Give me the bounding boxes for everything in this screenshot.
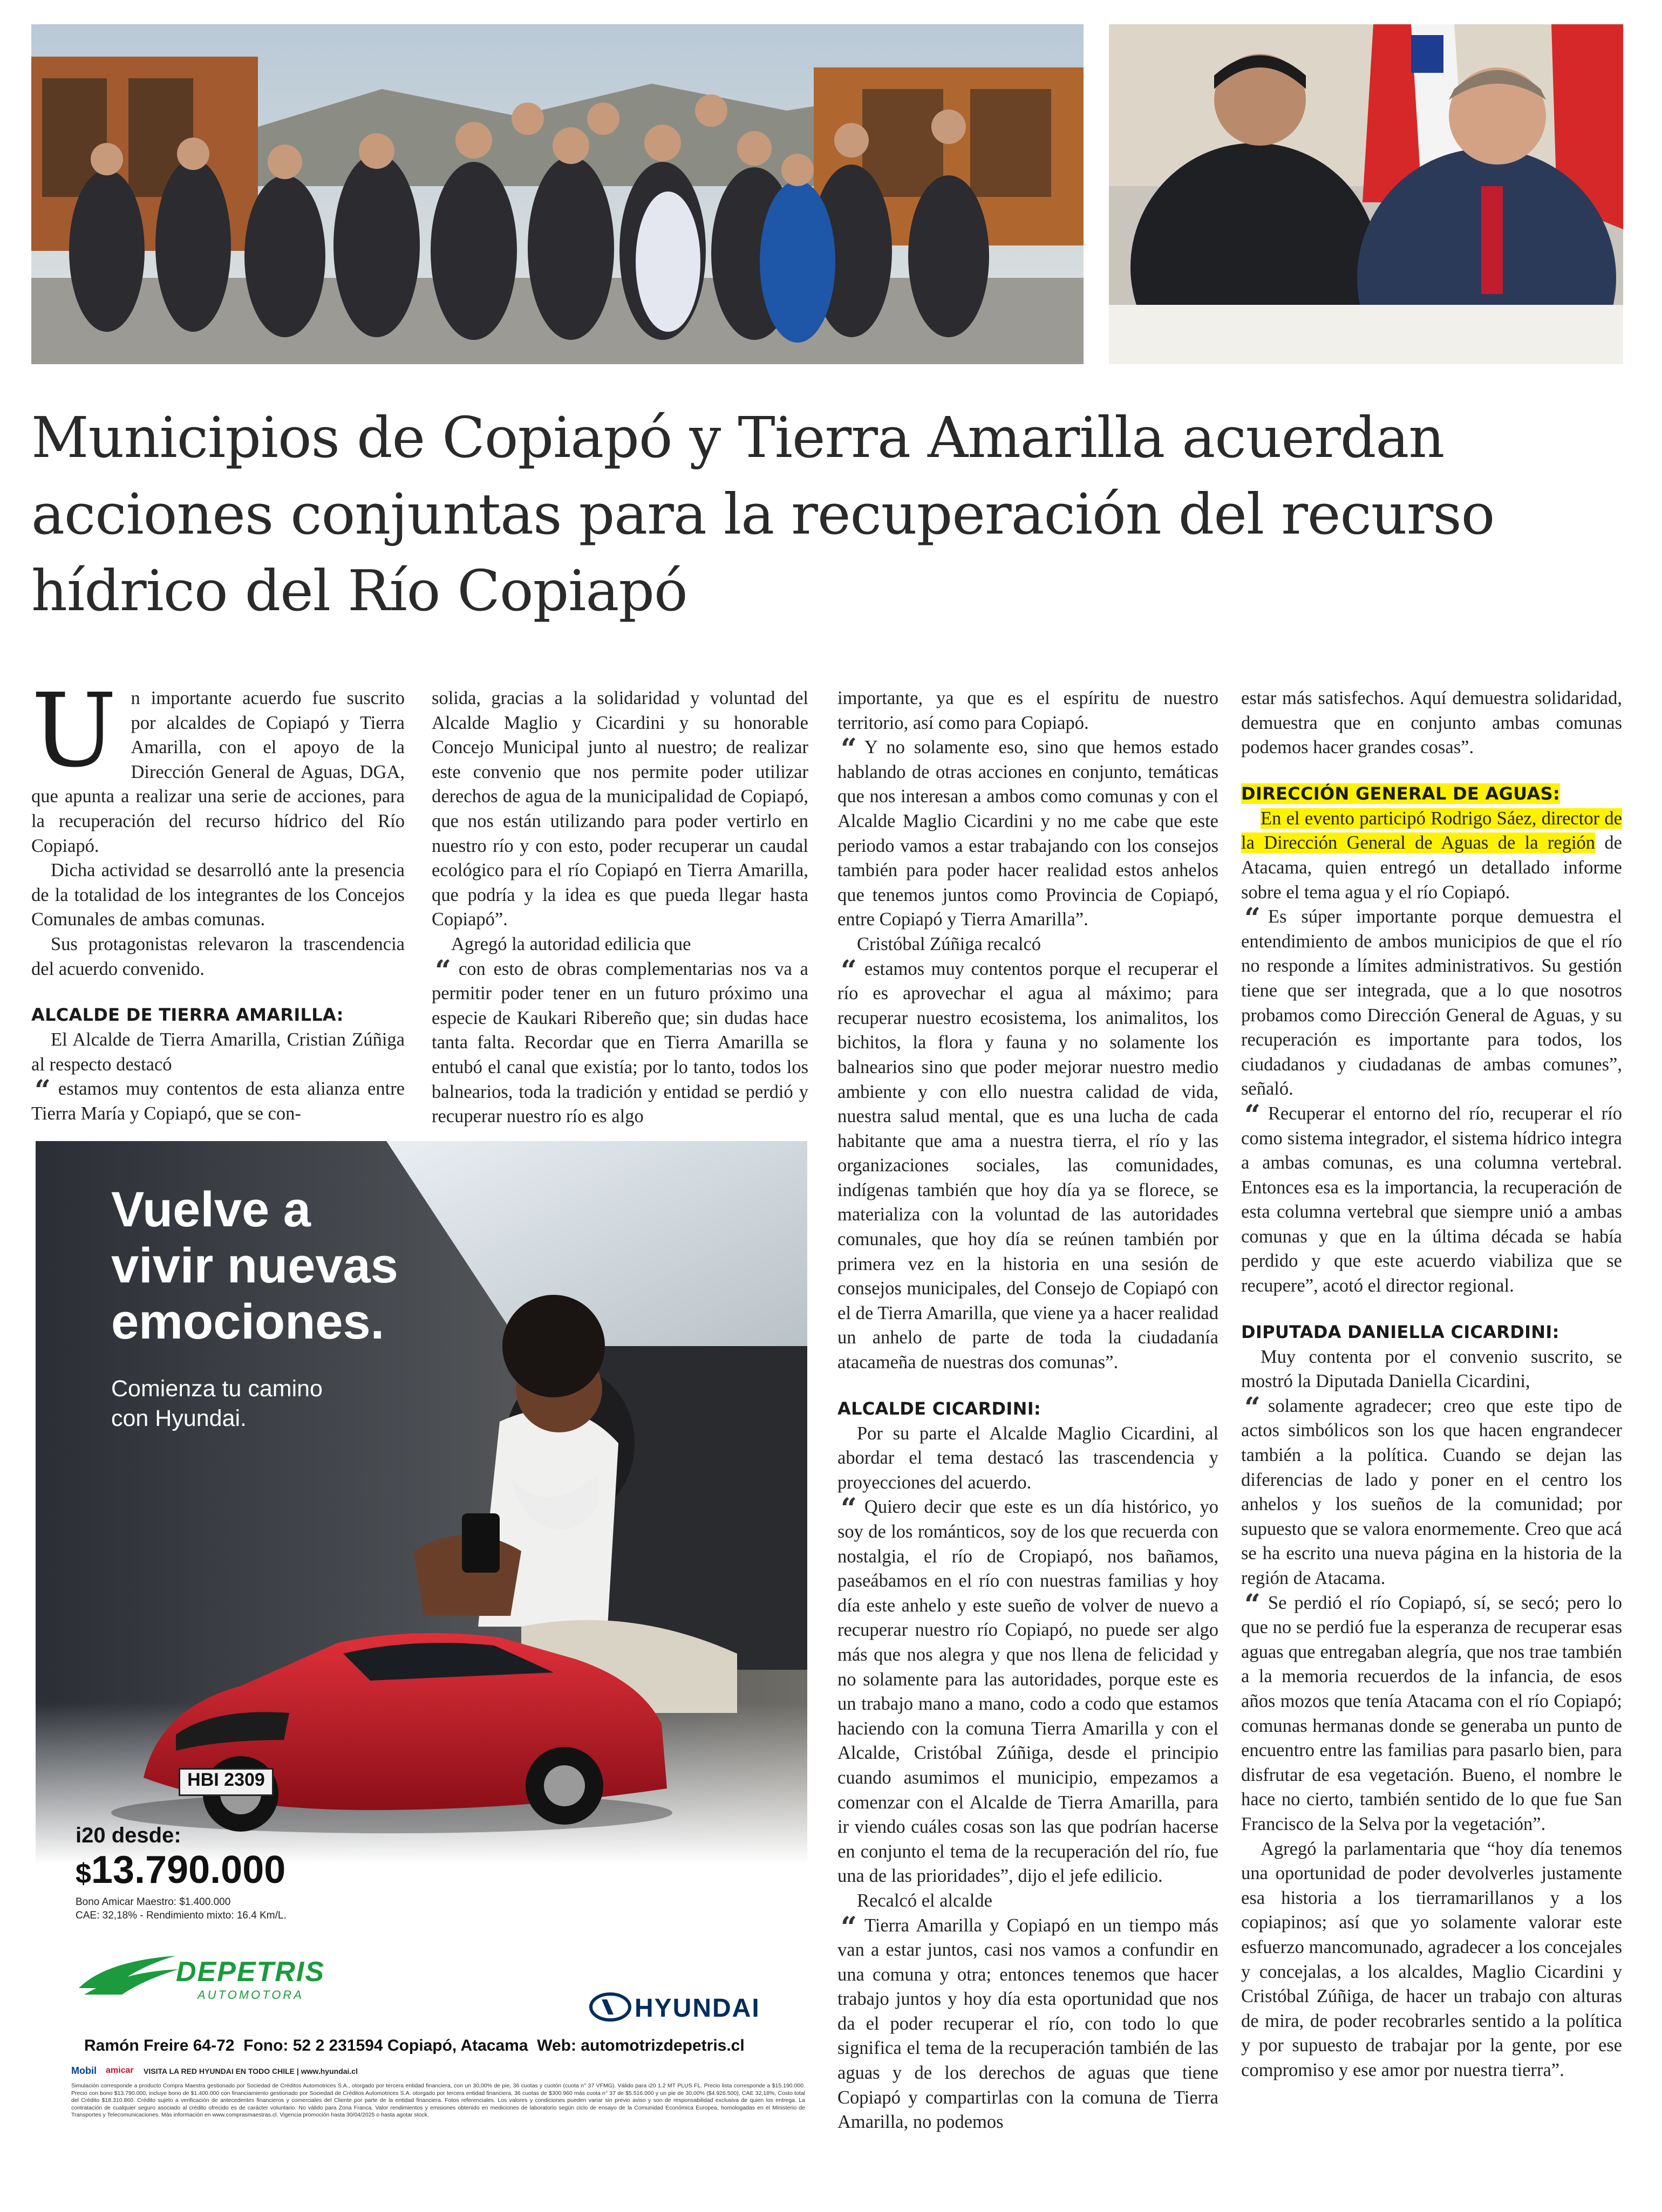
column-1 bbox=[31, 672, 405, 1127]
ad-headline-line: vivir nuevas bbox=[111, 1238, 398, 1293]
quote-mark-icon: “ bbox=[35, 1074, 51, 1108]
quote-mark-icon: “ bbox=[1244, 1588, 1261, 1621]
column-4 bbox=[1241, 686, 1622, 2083]
col3-quote: Quiero decir que este es un día histórico, yo soy de los románticos, soy de los que recuerda con nostalgia, el río de Cropiapó, nos bañamos, paseábamos en el río con nuestras familias y hoy día este anhelo y este sueño de volver de nuevo a recuperar nuestro río Copiapó, no puede ser algo más que nos alegra y que nos llena de felicidad y no solamente para las autoridades, porque este es un trabajo mano a mano, codo a codo que estamos haciendo con la comuna Tierra Amarilla y con el Alcalde, Cristóbal Zúñiga, desde el principio cuando asumimos el municipio, empezamos a comenzar con el Alcalde de Tierra Amarilla, para ir viendo cuáles cosas son las que podrían hacerse en conjunto el tema de la recuperación del río, fue una de las prioridades”, dijo el jefe edilicio. bbox=[837, 1497, 1218, 1887]
quote-mark-icon: “ bbox=[841, 1910, 857, 1944]
column-3 bbox=[837, 686, 1218, 2135]
ad-headline bbox=[111, 1182, 398, 1350]
dealer-name: DEPETRIS bbox=[176, 1956, 325, 1988]
ad-tagline bbox=[111, 1374, 323, 1433]
col3-quote: Tierra Amarilla y Copiapó en un tiempo más van a estar juntos, casi nos vamos a confundir en una comuna y otra; entonces tenemos que hacer trabajo juntos y hoy día esta oportunidad que nos da el poder recuperar el río, con todo lo que significa el tema de la recuperación también de las aguas y de los derechos de aguas que tiene Copiapó y compartirlas con la comuna de Tierra Amarilla, no podemos bbox=[837, 1915, 1218, 2133]
quote-mark-icon: “ bbox=[841, 954, 857, 987]
hyundai-advertisement bbox=[36, 1141, 807, 2158]
col3-paragraph: Cristóbal Zúñiga recalcó bbox=[857, 933, 1041, 954]
col4-quote: Se perdió el río Copiapó, sí, se secó; pero lo que no se perdió fue la esperanza de recuperar esas aguas que entregaban alegría, que nos trae también a la memoria recuerdos de la infancia, de esos años mozos que tenía Atacama con el río Copiapó; comunas hermanas donde se generaba un punto de encuentro entre las familias para pasarlo bien, para disfrutar de esa vegetación. Bueno, el nombre le hace no cierto, también sentido de lo que fue San Francisco de la Selva por la vegetación”. bbox=[1241, 1592, 1622, 1834]
col4-paragraph: Muy contenta por el convenio suscrito, se mostró la Diputada Daniella Cicardini, bbox=[1241, 1346, 1622, 1392]
col1-paragraph: n importante acuerdo fue suscrito por alcaldes de Copiapó y Tierra Amarilla, con el apoyo de la Dirección General de Aguas, DGA, que apunta a realizar una serie de acciones, para la recuperación del recurso hídrico del Río Copiapó. bbox=[31, 688, 405, 856]
col4-quote: Es súper importante porque demuestra el entendimiento de ambos municipios de que el río no responde a límites administrativos. Su gestión tiene que ser integrada, que a lo que nosotros probamos como Dirección General de Aguas, y su recuperación es importante para todos, los ciudadanos y ciudadanas de ambas comunes”, señaló. bbox=[1241, 906, 1622, 1100]
bono-text: Bono Amicar Maestro: $1.400.000 bbox=[76, 1896, 231, 1908]
col1-paragraph: Sus protagonistas relevaron la trascendencia del acuerdo convenido. bbox=[31, 933, 405, 979]
hyundai-logo-icon bbox=[589, 1992, 632, 2022]
ad-headline-line: Vuelve a bbox=[111, 1182, 311, 1237]
quote-mark-icon: “ bbox=[841, 1492, 857, 1526]
col4-highlighted-text: En el evento participó Rodrigo Sáez, director bbox=[1261, 808, 1605, 829]
price bbox=[76, 1848, 285, 1892]
visit-text: VISITA LA RED HYUNDAI EN TODO CHILE | www.hyundai.cl bbox=[144, 2067, 358, 2076]
dealer-subtitle: AUTOMOTORA bbox=[197, 1988, 304, 2002]
quote-mark-icon: “ bbox=[841, 733, 857, 766]
col1-quote: estamos muy contentos de esta alianza entre Tierra María y Copiapó, que se con- bbox=[31, 1078, 405, 1124]
license-plate-text: HBI 2309 bbox=[187, 1770, 265, 1790]
col3-paragraph: importante, ya que es el espíritu de nuestro territorio, así como para Copiapó. bbox=[837, 688, 1218, 733]
cae-text: CAE: 32,18% - Rendimiento mixto: 16.4 Km/L. bbox=[76, 1910, 287, 1921]
col4-quote: Recuperar el entorno del río, recuperar el río como sistema integrador, el sistema hídrico integra a ambas comunas, es una columna vertebral. Entonces esa es la importancia, la recuperación de esta columna vertebral que siempre unió a ambas comunas y que en la última década se había perdido y que este acuerdo viabiliza que se recupere”, acotó el director regional. bbox=[1241, 1103, 1622, 1296]
quote-mark-icon: “ bbox=[435, 954, 451, 987]
price-value: 13.790.000 bbox=[91, 1848, 286, 1892]
subhead-direccion-general-de-aguas: DIRECCIÓN GENERAL DE AGUAS: bbox=[1241, 783, 1560, 804]
subhead-diputada-cicardini: DIPUTADA DANIELLA CICARDINI: bbox=[1241, 1321, 1559, 1342]
col2-quote: con esto de obras complementarias nos va a permitir poder tener en un futuro próximo una especie de Kaukari Ribereño que; sin dudas hace tanta falta. Recordar que en Tierra Amarilla se entubó el canal que existía; por lo tanto, todos los balnearios, toda la tradición y entidad se perdió y recuperar nuestro río es algo bbox=[432, 958, 808, 1127]
col4-paragraph: Agregó la parlamentaria que “hoy día tenemos una oportunidad de poder devolverles justamente esa historia a los tierramarillanos y a los copiapinos; así que yo solamente valorar este esfuerzo mancomunado, agradecer a los concejales y concejalas, a los alcaldes, Maglio Cicardini y Cristóbal Zúñiga, de hacer un trabajo con alturas de mira, de poder recobrarles sentido a la política y por supuesto de trabajar por la gente, por ese compromiso y ese amor por nuestra tierra”. bbox=[1241, 1838, 1622, 2080]
col4-quote: solamente agradecer; creo que este tipo de actos simbólicos son los que hacen engrandecer también a la política. Cuando se dejan las diferencias de lado y poner en el centro los anhelos y los sueños de la comunidad; por supuesto que se valora enormemente. Creo que acá se ha escrito una nueva página en la historia de la región de Atacama. bbox=[1241, 1395, 1622, 1588]
col3-paragraph: Recalcó el alcalde bbox=[857, 1890, 992, 1911]
col4-text: de Atacama, quien entregó un detallado informe sobre el tema agua y el río Copiapó. bbox=[1241, 832, 1622, 903]
model-label: i20 desde: bbox=[76, 1824, 181, 1847]
signing-photo bbox=[1109, 24, 1623, 364]
quote-mark-icon: “ bbox=[1244, 1098, 1261, 1132]
amicar-logo: amicar bbox=[106, 2066, 134, 2075]
ad-headline-line: emociones. bbox=[111, 1294, 385, 1349]
drop-cap: U bbox=[31, 672, 117, 790]
col1-paragraph: El Alcalde de Tierra Amarilla, Cristian Zúñiga al respecto destacó bbox=[31, 1029, 405, 1075]
ad-tagline-line: Comienza tu camino bbox=[111, 1376, 323, 1402]
subhead-alcalde-cicardini: ALCALDE CICARDINI: bbox=[837, 1398, 1041, 1419]
column-2 bbox=[432, 686, 808, 1129]
headline: Municipios de Copiapó y Tierra Amarilla acuerdan acciones conjuntas para la recuperación del recurso hídrico del Río Copiapó bbox=[31, 405, 1495, 624]
col3-paragraph: Por su parte el Alcalde Maglio Cicardini, al abordar el tema destacó las trascendencia y proyecciones del acuerdo. bbox=[837, 1423, 1218, 1493]
price-currency: $ bbox=[76, 1858, 91, 1889]
quote-mark-icon: “ bbox=[1244, 1391, 1261, 1424]
ad-tagline-line: con Hyundai. bbox=[111, 1405, 247, 1431]
subhead-alcalde-tierra-amarilla: ALCALDE DE TIERRA AMARILLA: bbox=[31, 1005, 344, 1026]
col3-quote: Y no solamente eso, sino que hemos estado hablando de otras acciones en conjunto, temáticas que nos interesan a ambos como comunas y con el Alcalde Maglio Cicardini y no me cabe que este periodo vamos a estar trabajando con los consejos también para poder hacer realidad estos anhelos que tenemos juntos como Provincia de Copiapó, entre Copiapó y Tierra Amarilla”. bbox=[837, 737, 1218, 930]
col4-highlighted-text: de la Dirección General de Aguas de la región bbox=[1241, 808, 1622, 854]
col1-paragraph: Dicha actividad se desarrolló ante la presencia de la totalidad de los integrantes de los Concejos Comunales de ambas comunas. bbox=[31, 860, 405, 930]
dealer-address: Ramón Freire 64-72 Fono: 52 2 231594 Copiapó, Atacama Web: automotrizdepetris.cl bbox=[84, 2037, 745, 2054]
depetris-logo-icon bbox=[73, 1950, 181, 1999]
quote-mark-icon: “ bbox=[1244, 902, 1261, 936]
ad-fine-print: Simulación corresponde a producto Compra Maestra gestionado por Sociedad de Créditos Automotrices S.A., otorgado por tercera entidad financiera, con un 30,00% de pie, 36 cuotas y cuotón (cuota n° 37 VFMG). Válido para i20 1.2 MT PLUS FL. Precio lista corresponde a $15.190.000. Precio con bono $13.790.000, incluye bono de $1.400.000 con financiamiento gestionado por Sociedad de Créditos Automotrices S.A. otorgado por tercera entidad financiera, 36 cuotas de $300.960 más cuota n° 37 de $5.516.000 y un pie de 30,00% ($4.926.500), CAE 32,18%, Costo total del Crédito $18.310.860. Crédito sujeto a verificación de antecedentes financieros y comerciales del Cliente por parte de la entidad financiera. Fotos referenciales. Los valores y condiciones pueden variar sin previo aviso y son de responsabilidad exclusiva de quien los entrega. La contratación de cualquier seguro asociado al crédito ofrecido es de carácter voluntario. No válido para Zona Franca. Valor rendimientos y emisiones obtenido en mediciones de laboratorio según ciclo de ensayo de la Comunidad Económica Europea, homologadas en el Ministerio de Transportes y Telecomunicaciones. Más información en www.comprasmaestras.cl. Vigencia promoción hasta 30/04/2025 o hasta agotar stock. bbox=[71, 2083, 805, 2118]
group-photo bbox=[31, 24, 1084, 364]
mobil-logo: Mobil bbox=[71, 2065, 97, 2076]
col3-quote: estamos muy contentos porque el recuperar el río es aprovechar el agua al máximo; para recuperar nuestro ecosistema, los animalitos, los bichitos, la flora y fauna y no solamente los balnearios sino que poder mejorar nuestro medio ambiente y con ello nuestra calidad de vida, nuestra salud mental, que es una lucha de cada habitante que ama a nuestra tierra, el río y las organizaciones sociales, las comunidades, indígenas también que hoy día ya se florece, se materializa con la voluntad de las autoridades comunales, que hoy día se reúnen también por primera vez en la historia en una sesión de consejos municipales, del Consejo de Copiapó con el de Tierra Amarilla, que viene ya a hacer realidad un anhelo de parte de toda la ciudadanía atacameña de nuestras dos comunas”. bbox=[837, 958, 1218, 1373]
col2-paragraph: Agregó la autoridad edilicia que bbox=[451, 933, 691, 954]
col4-paragraph: estar más satisfechos. Aquí demuestra solidaridad, demuestra que en conjunto ambas comunas podemos hacer grandes cosas”. bbox=[1241, 688, 1622, 758]
col2-paragraph: solida, gracias a la solidaridad y voluntad del Alcalde Maglio y Cicardini y su honorable Concejo Municipal junto al nuestro; de realizar este convenio que nos permite poder utilizar derechos de agua de la municipalidad de Copiapó, que nos están utilizando para poder vertirlo en nuestro río y con esto, poder recuperar un caudal ecológico para el río Copiapó en Tierra Amarilla, que podría y la idea es que pueda llegar hasta Copiapó”. bbox=[432, 688, 808, 930]
hyundai-brand: HYUNDAI bbox=[635, 1994, 760, 2023]
